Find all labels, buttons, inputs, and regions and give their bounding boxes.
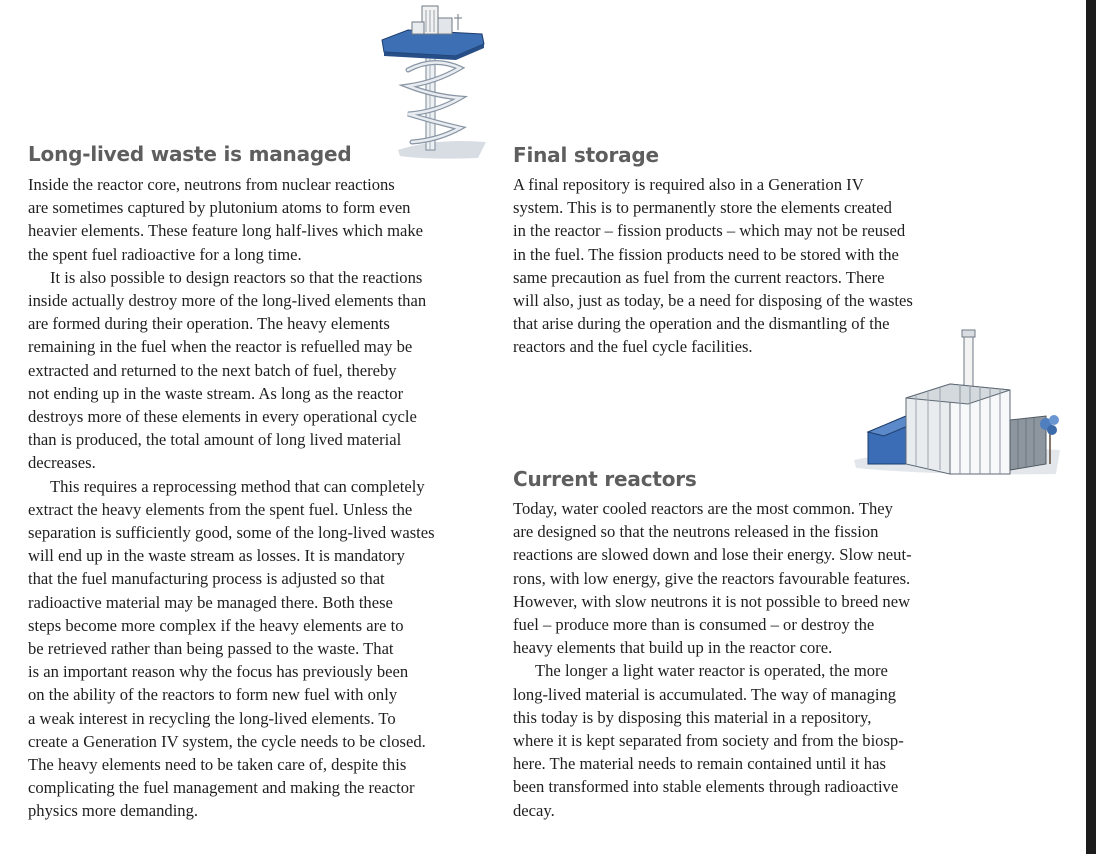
paragraph-line: system. This is to permanently store the elements created bbox=[513, 198, 892, 218]
paragraph-line: are formed during their operation. The heavy elements bbox=[28, 314, 390, 334]
paragraph-line: in the reactor – fission products – which may not be reused bbox=[513, 221, 906, 241]
paragraph-line: extract the heavy elements from the spent fuel. Unless the bbox=[28, 499, 413, 519]
paragraph-line: a weak interest in recycling the long-lived elements. To bbox=[28, 708, 396, 728]
paragraph-line: separation is sufficiently good, some of the long-lived wastes bbox=[28, 523, 435, 543]
page-edge-bar bbox=[1086, 0, 1096, 854]
section-body-current-reactors bbox=[513, 497, 912, 822]
paragraph-line: The heavy elements need to be taken care of, despite this bbox=[28, 755, 407, 775]
paragraph-line: It is also possible to design reactors so that the reactions bbox=[50, 267, 423, 287]
paragraph-line: long-lived material is accumulated. The way of managing bbox=[513, 684, 897, 704]
paragraph-line: in the fuel. The fission products need to be stored with the bbox=[513, 244, 899, 264]
paragraph-line: where it is kept separated from society and from the biosp- bbox=[513, 731, 904, 751]
paragraph-line: are sometimes captured by plutonium atoms to form even bbox=[28, 198, 411, 218]
paragraph-line: inside actually destroy more of the long-lived elements than bbox=[28, 291, 427, 311]
paragraph-line: on the ability of the reactors to form new fuel with only bbox=[28, 685, 398, 705]
paragraph-line: is an important reason why the focus has previously been bbox=[28, 662, 409, 682]
paragraph-line: will also, just as today, be a need for disposing of the wastes bbox=[513, 291, 913, 311]
paragraph-line: This requires a reprocessing method that can completely bbox=[50, 476, 425, 496]
paragraph-line: extracted and returned to the next batch of fuel, thereby bbox=[28, 360, 397, 380]
paragraph-line: than is produced, the total amount of long lived material bbox=[28, 430, 402, 450]
paragraph-line: not ending up in the waste stream. As long as the reactor bbox=[28, 383, 404, 403]
repository-icon bbox=[378, 0, 490, 162]
paragraph-line: reactors and the fuel cycle facilities. bbox=[513, 337, 753, 357]
paragraph-line: rons, with low energy, give the reactors favourable features. bbox=[513, 568, 911, 588]
paragraph-line: However, with slow neutrons it is not possible to breed new bbox=[513, 591, 911, 611]
paragraph-line: create a Generation IV system, the cycle needs to be closed. bbox=[28, 731, 426, 751]
section-heading-final-storage: Final storage bbox=[513, 143, 659, 167]
paragraph-line: reactions are slowed down and lose their energy. Slow neut- bbox=[513, 545, 912, 565]
reactor-building-icon bbox=[850, 324, 1062, 476]
paragraph-line: The longer a light water reactor is operated, the more bbox=[535, 661, 888, 681]
paragraph-line: same precaution as fuel from the current reactors. There bbox=[513, 267, 885, 287]
paragraph-line: the spent fuel radioactive for a long time. bbox=[28, 244, 302, 264]
paragraph-line: heavier elements. These feature long half-lives which make bbox=[28, 221, 424, 241]
paragraph-line: decay. bbox=[513, 800, 555, 820]
paragraph-line: remaining in the fuel when the reactor is refuelled may be bbox=[28, 337, 413, 357]
paragraph-line: steps become more complex if the heavy elements are to bbox=[28, 615, 404, 635]
paragraph-line: fuel – produce more than is consumed – or destroy the bbox=[513, 615, 875, 635]
paragraph-line: that the fuel manufacturing process is adjusted so that bbox=[28, 569, 385, 589]
paragraph-line: destroys more of these elements in every operational cycle bbox=[28, 407, 417, 427]
section-body-long-lived-waste bbox=[28, 173, 435, 823]
section-heading-long-lived-waste: Long-lived waste is managed bbox=[28, 142, 352, 166]
paragraph-line: complicating the fuel management and making the reactor bbox=[28, 778, 415, 798]
paragraph-line: been transformed into stable elements through radioactive bbox=[513, 777, 899, 797]
paragraph-line: Today, water cooled reactors are the most common. They bbox=[513, 499, 893, 518]
paragraph-line: this today is by disposing this material in a repository, bbox=[513, 707, 872, 727]
paragraph-line: radioactive material may be managed there. Both these bbox=[28, 592, 393, 612]
paragraph-line: that arise during the operation and the dismantling of the bbox=[513, 314, 890, 334]
paragraph-line: A final repository is required also in a Generation IV bbox=[513, 175, 864, 194]
section-heading-current-reactors: Current reactors bbox=[513, 467, 697, 491]
paragraph-line: heavy elements that build up in the reactor core. bbox=[513, 638, 833, 658]
paragraph-line: Inside the reactor core, neutrons from nuclear reactions bbox=[28, 175, 395, 194]
paragraph-line: decreases. bbox=[28, 453, 96, 473]
paragraph-line: will end up in the waste stream as losses. It is mandatory bbox=[28, 546, 405, 566]
paragraph-line: be retrieved rather than being passed to the waste. That bbox=[28, 639, 394, 659]
paragraph-line: here. The material needs to remain contained until it has bbox=[513, 754, 886, 774]
paragraph-line: physics more demanding. bbox=[28, 801, 199, 821]
paragraph-line: are designed so that the neutrons released in the fission bbox=[513, 522, 879, 542]
